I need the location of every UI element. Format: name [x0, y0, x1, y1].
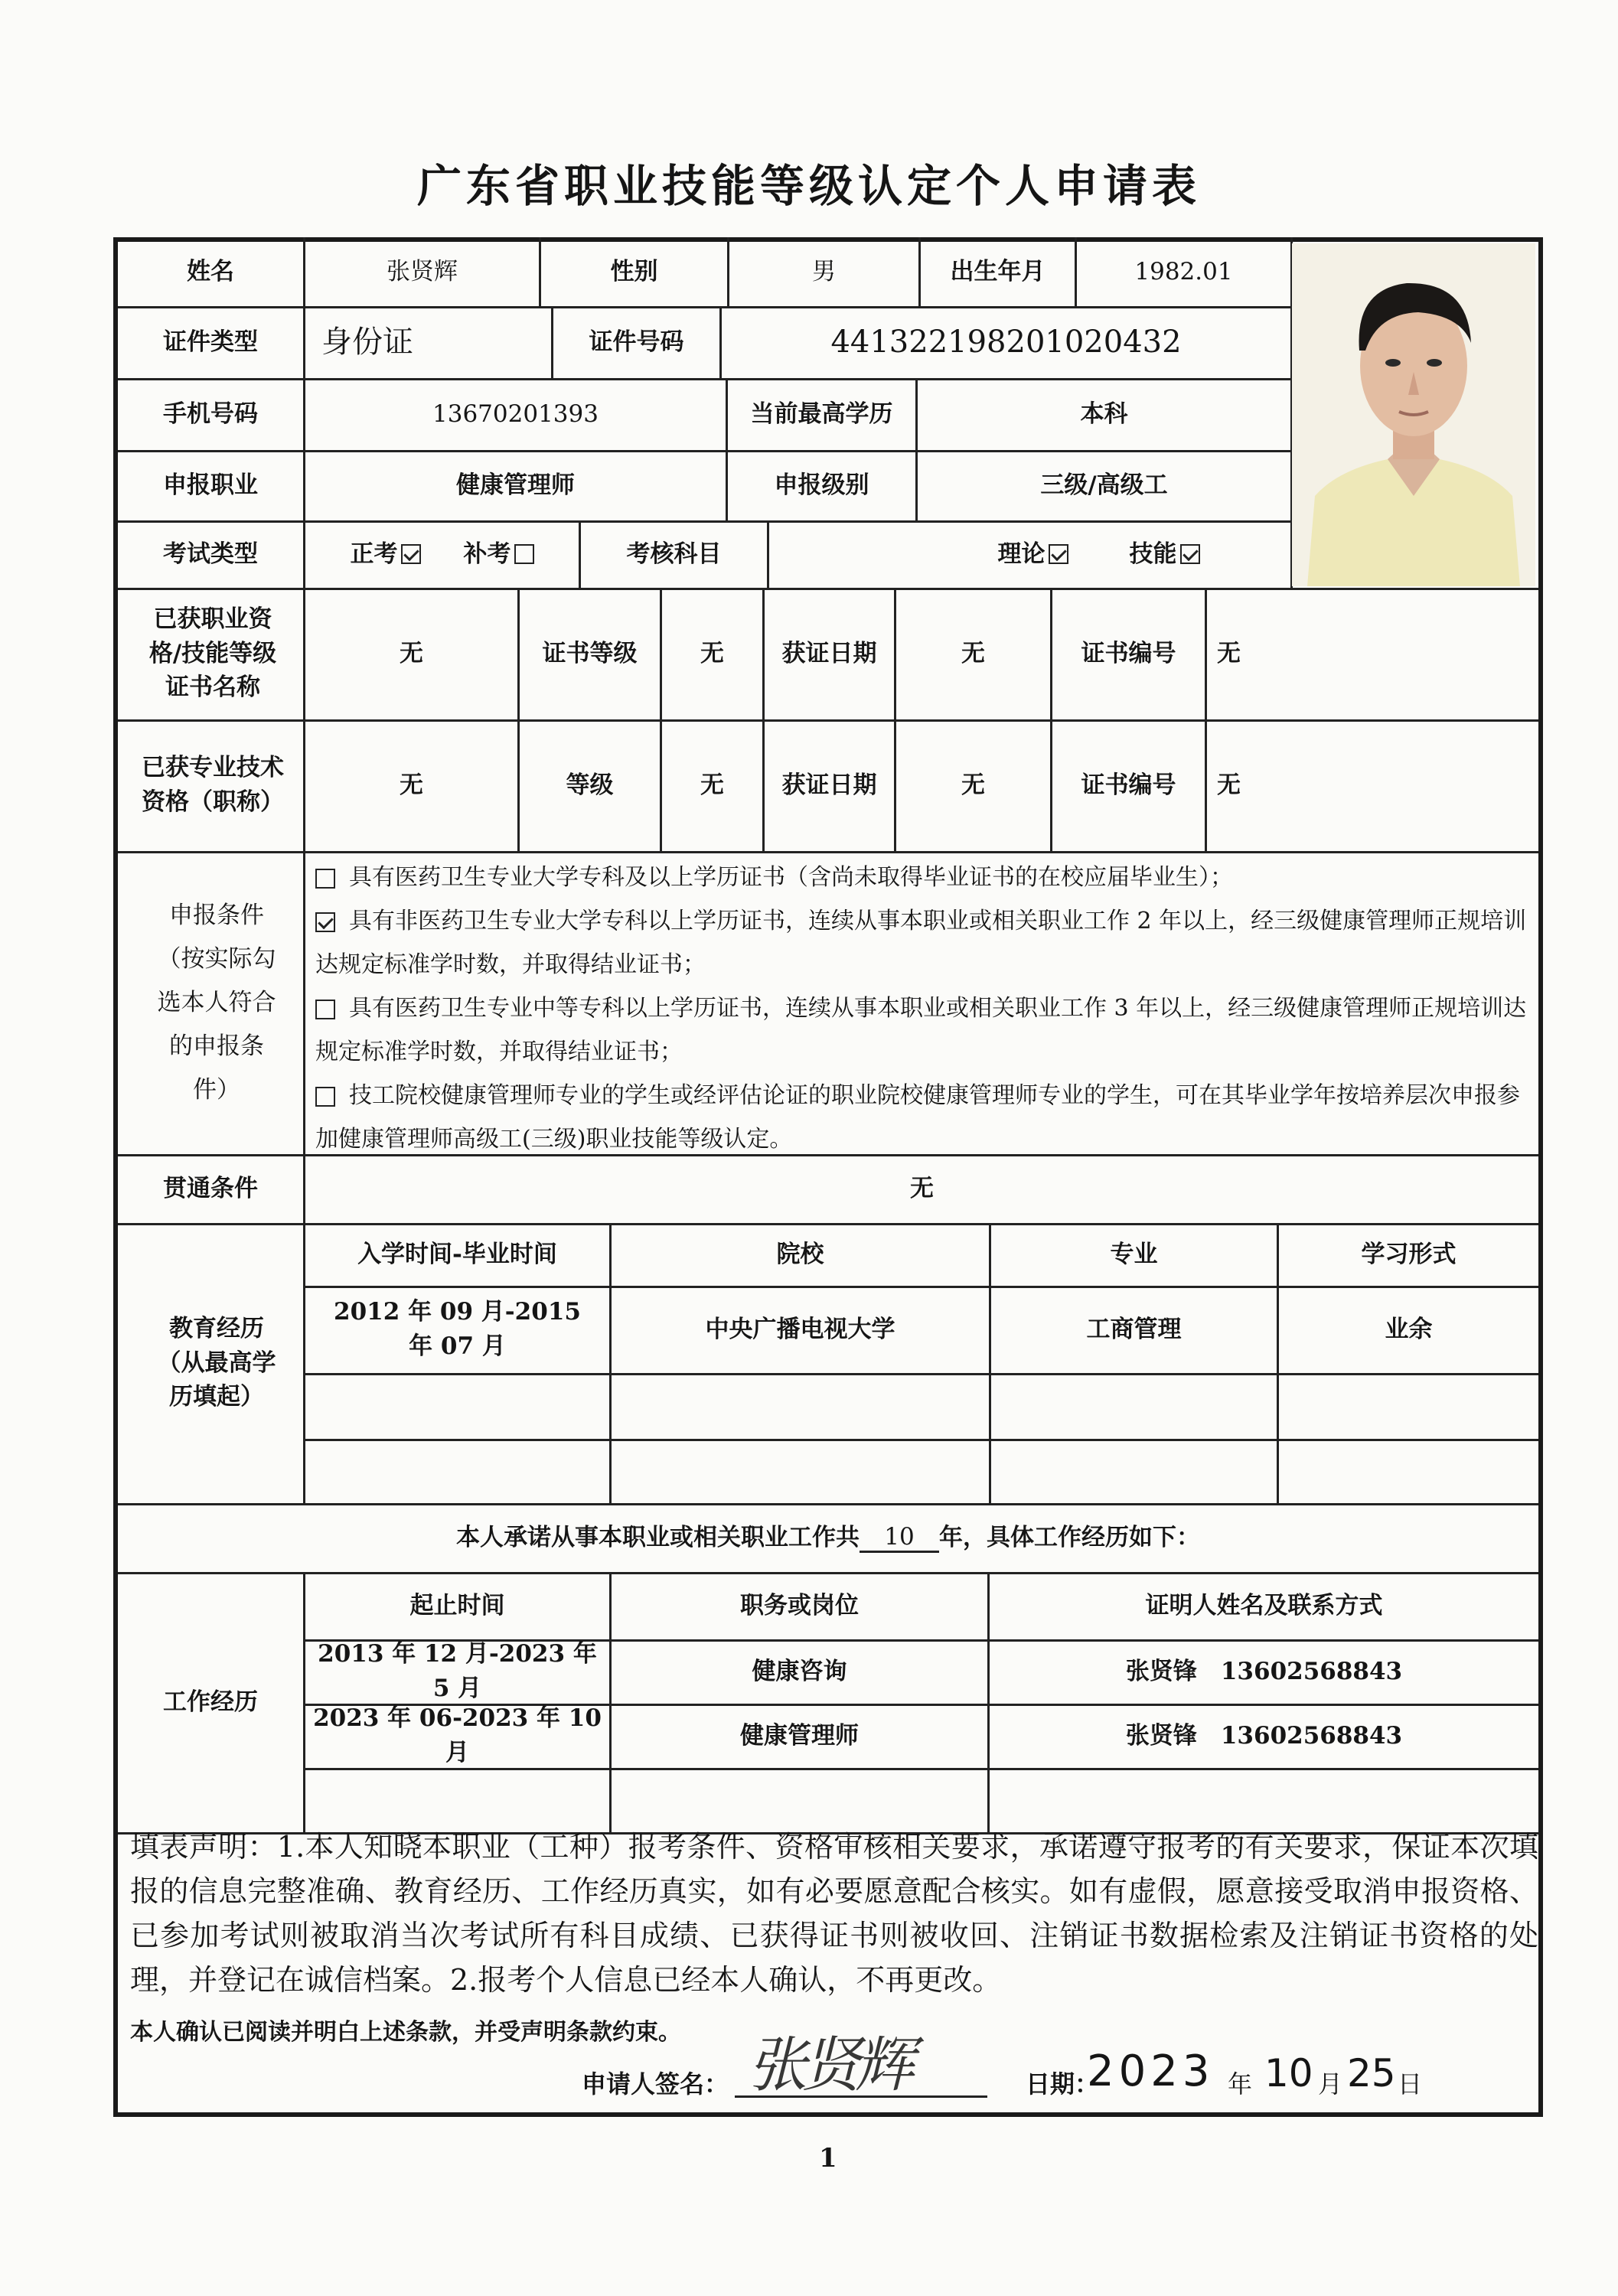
- edu-header-period: 入学时间-毕业时间: [357, 1240, 557, 1268]
- exam-subjects-options: [769, 520, 1290, 588]
- id-no-value: 441322198201020432: [830, 325, 1182, 360]
- work-header-period: 起止时间: [409, 1591, 505, 1619]
- id-no-label: 证件号码: [589, 328, 684, 356]
- work-row2-period: 2023 年 06-2023 年 10 月: [313, 1704, 602, 1766]
- work-row1-position: 健康咨询: [752, 1657, 847, 1685]
- id-type-label: 证件类型: [163, 328, 258, 356]
- condition-3-text: 具有医药卫生专业中等专科以上学历证书，连续从事本职业或相关职业工作 3 年以上，经三级健康管理师正规培训达规定标准学时数，并取得结业证书；: [315, 995, 1527, 1065]
- condition-1-checkbox[interactable]: [315, 869, 335, 889]
- cert1-label: 已获职业资格/技能等级证书名称: [148, 605, 277, 702]
- cert2-label: 已获专业技术资格（职称）: [142, 754, 284, 816]
- date-day-unit: 日: [1398, 2069, 1423, 2099]
- work-row1-referee: 张贤锋 13602568843: [1125, 1657, 1403, 1685]
- exam-normal-label: 正考: [350, 540, 398, 568]
- job-value: 健康管理师: [456, 471, 575, 499]
- sign-label: 申请人签名：: [582, 2069, 729, 2099]
- exam-subjects-label: 考核科目: [626, 540, 722, 568]
- birth-label: 出生年月: [950, 257, 1046, 285]
- level-label: 申报级别: [774, 471, 869, 499]
- cert1-date-label: 获证日期: [781, 639, 877, 667]
- edu-header-major: 专业: [1110, 1240, 1158, 1268]
- edu-header-mode: 学习形式: [1361, 1240, 1457, 1268]
- cert2-value: 无: [400, 771, 423, 799]
- cert2-grade-label: 等级: [566, 771, 614, 799]
- edu-value: 本科: [1080, 400, 1128, 428]
- skill-checkbox[interactable]: [1180, 544, 1200, 564]
- cert1-value: 无: [400, 639, 423, 667]
- phone-label: 手机号码: [163, 400, 258, 428]
- work-row2-referee: 张贤锋 13602568843: [1125, 1721, 1403, 1750]
- theory-label: 理论: [997, 540, 1046, 568]
- condition-4-checkbox[interactable]: [315, 1087, 335, 1107]
- condition-item-4: [315, 1074, 1540, 1161]
- promise-pre: 本人承诺从事本职业或相关职业工作共: [456, 1523, 860, 1551]
- edu-label: 当前最高学历: [750, 400, 893, 428]
- exam-type-options: [305, 520, 579, 588]
- condition-3-checkbox[interactable]: [315, 1000, 335, 1019]
- promise-post: 年，具体工作经历如下：: [939, 1523, 1200, 1551]
- cert2-grade-value: 无: [700, 771, 724, 799]
- name-label: 姓名: [187, 257, 234, 285]
- work-label: 工作经历: [163, 1688, 258, 1716]
- page-number: 1: [819, 2143, 837, 2174]
- date-month[interactable]: 10: [1264, 2051, 1313, 2095]
- date-year[interactable]: 2023: [1087, 2047, 1215, 2096]
- declaration-text: 填表声明：1.本人知晓本职业（工种）报考条件、资格审核相关要求，承诺遵守报考的有关要求，保证本次填报的信息完整准确、教育经历、工作经历真实，如有必要愿意配合核实。如有虚假，愿意接受取消申报资格、已参加考试则被取消当次考试所有科目成绩、已获得证书则被收回、注销证书数据检索及注销证书资格的处理，并登记在诚信档案。2.报考个人信息已经本人确认，不再更改。: [130, 1830, 1538, 1997]
- level-value: 三级/高级工: [1040, 471, 1168, 499]
- through-value: 无: [910, 1174, 934, 1202]
- work-header-referee: 证明人姓名及联系方式: [1145, 1591, 1383, 1619]
- cert2-no-label: 证书编号: [1081, 771, 1176, 799]
- exam-normal-checkbox[interactable]: [401, 544, 421, 564]
- condition-item-2: [315, 899, 1540, 987]
- edu-header-school: 院校: [776, 1240, 824, 1268]
- edu-row-period: 2012 年 09 月-2015 年 07 月: [334, 1298, 581, 1360]
- conditions-label: 申报条件（按实际勾选本人符合的申报条件）: [157, 901, 276, 1104]
- job-label: 申报职业: [163, 471, 258, 499]
- condition-2-text: 具有非医药卫生专业大学专科以上学历证书，连续从事本职业或相关职业工作 2 年以上，经三级健康管理师正规培训达规定标准学时数，并取得结业证书；: [315, 908, 1527, 978]
- cert1-no-value: 无: [1217, 639, 1241, 667]
- gender-label: 性别: [610, 257, 658, 285]
- cert2-date-value: 无: [961, 771, 985, 799]
- birth-value: 1982.01: [1134, 257, 1233, 285]
- form-title: 广东省职业技能等级认定个人申请表: [416, 160, 1201, 212]
- work-row2-position: 健康管理师: [740, 1721, 859, 1750]
- exam-makeup-checkbox[interactable]: [514, 544, 534, 564]
- cert1-grade-value: 无: [700, 639, 724, 667]
- date-year-unit: 年: [1228, 2069, 1253, 2099]
- cert1-no-label: 证书编号: [1081, 639, 1176, 667]
- cert1-date-value: 无: [961, 639, 985, 667]
- date-day[interactable]: 25: [1347, 2051, 1396, 2095]
- confirm-text: 本人确认已阅读并明白上述条款，并受声明条款约束。: [130, 2019, 681, 2046]
- exam-type-label: 考试类型: [163, 540, 258, 568]
- theory-checkbox[interactable]: [1049, 544, 1068, 564]
- work-promise: [118, 1503, 1538, 1572]
- exam-makeup-label: 补考: [463, 540, 511, 568]
- condition-1-text: 具有医药卫生专业大学专科及以上学历证书（含尚未取得毕业证书的在校应届毕业生）；: [349, 864, 1233, 891]
- phone-value: 13670201393: [432, 400, 599, 428]
- edu-row-school: 中央广播电视大学: [705, 1315, 895, 1343]
- name-value: 张贤辉: [387, 257, 458, 285]
- edu-row-mode: 业余: [1385, 1315, 1433, 1343]
- condition-2-checkbox[interactable]: [315, 912, 335, 932]
- gender-value: 男: [812, 257, 836, 285]
- edu-row-major: 工商管理: [1086, 1315, 1182, 1343]
- skill-label: 技能: [1129, 540, 1177, 568]
- cert2-no-value: 无: [1217, 771, 1241, 799]
- date-month-unit: 月: [1318, 2069, 1343, 2099]
- work-row1-period: 2013 年 12 月-2023 年 5 月: [318, 1640, 597, 1702]
- date-label: 日期：: [1026, 2069, 1100, 2099]
- condition-4-text: 技工院校健康管理师专业的学生或经评估论证的职业院校健康管理师专业的学生，可在其毕业学年按培养层次申报参加健康管理师高级工(三级)职业技能等级认定。: [315, 1082, 1520, 1153]
- education-label: 教育经历（从最高学历填起）: [157, 1314, 276, 1411]
- cert1-grade-label: 证书等级: [542, 639, 638, 667]
- condition-item-3: [315, 987, 1540, 1074]
- promise-years: 10: [860, 1523, 939, 1553]
- through-label: 贯通条件: [163, 1174, 258, 1202]
- work-header-position: 职务或岗位: [740, 1591, 859, 1619]
- signature[interactable]: 张贤辉: [744, 2031, 922, 2100]
- condition-item-1: [315, 856, 1540, 899]
- cert2-date-label: 获证日期: [781, 771, 877, 799]
- id-type-value: 身份证: [321, 325, 413, 360]
- applicant-photo: [1292, 243, 1535, 586]
